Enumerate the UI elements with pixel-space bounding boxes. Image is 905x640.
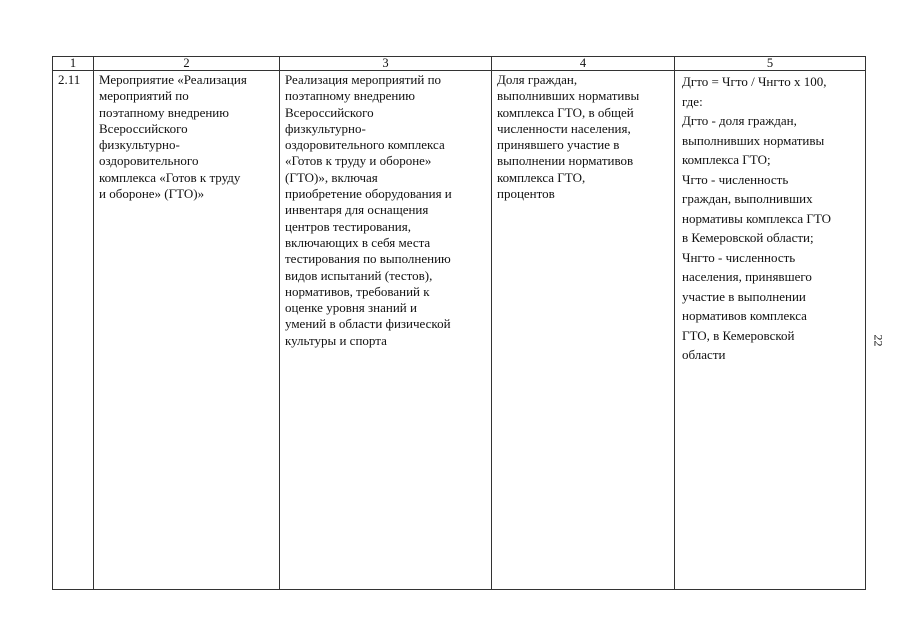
formula-block xyxy=(675,71,865,365)
event-name: Мероприятие «Реализация мероприятий по поэтапному внедрению Всероссийского физкультурно- оздоровительного комплекса «Готов к труду и обороне» (ГТО)» xyxy=(99,72,247,202)
event-cell xyxy=(94,71,280,590)
table-row xyxy=(53,71,866,590)
indicator-cell xyxy=(492,71,675,590)
formula-definition: Дгто = Чгто / Чнгто x 100, где: xyxy=(682,74,827,109)
formula-term-share: Дгто - доля граждан, выполнивших нормативы комплекса ГТО; xyxy=(682,113,825,167)
column-number-2: 2 xyxy=(94,57,280,71)
column-number-5: 5 xyxy=(675,57,866,71)
formula-term-participants: Чнгто - численность населения, принявшего участие в выполнении нормативов комплекса ГТО, в Кемеровской области xyxy=(682,249,812,362)
event-description: Реализация мероприятий по поэтапному внедрению Всероссийского физкультурно- оздоровительного комплекса «Готов к труду и обороне» (ГТО)», включая приобретение оборудования и инвентаря для оснащения центров тестирования, включающих в себя места тестирования по выполнению видов испытаний (тестов), нормативов, требований к оценке уровня знаний и умений в области физической культуры и спорта xyxy=(285,72,452,348)
row-number: 2.11 xyxy=(58,72,81,87)
row-number-cell xyxy=(53,71,94,590)
column-number-4: 4 xyxy=(492,57,675,71)
formula-cell xyxy=(675,71,866,590)
description-cell xyxy=(280,71,492,590)
column-number-row xyxy=(53,57,866,71)
indicator-name: Доля граждан, выполнивших нормативы комплекса ГТО, в общей численности населения, принявшего участие в выполнении нормативов комплекса ГТО, процентов xyxy=(497,72,640,202)
column-number-1: 1 xyxy=(53,57,94,71)
page-number: 22 xyxy=(871,334,886,347)
formula-term-passed: Чгто - численность граждан, выполнивших нормативы комплекса ГТО в Кемеровской области; xyxy=(682,171,832,245)
indicator-table xyxy=(52,56,866,590)
column-number-3: 3 xyxy=(280,57,492,71)
